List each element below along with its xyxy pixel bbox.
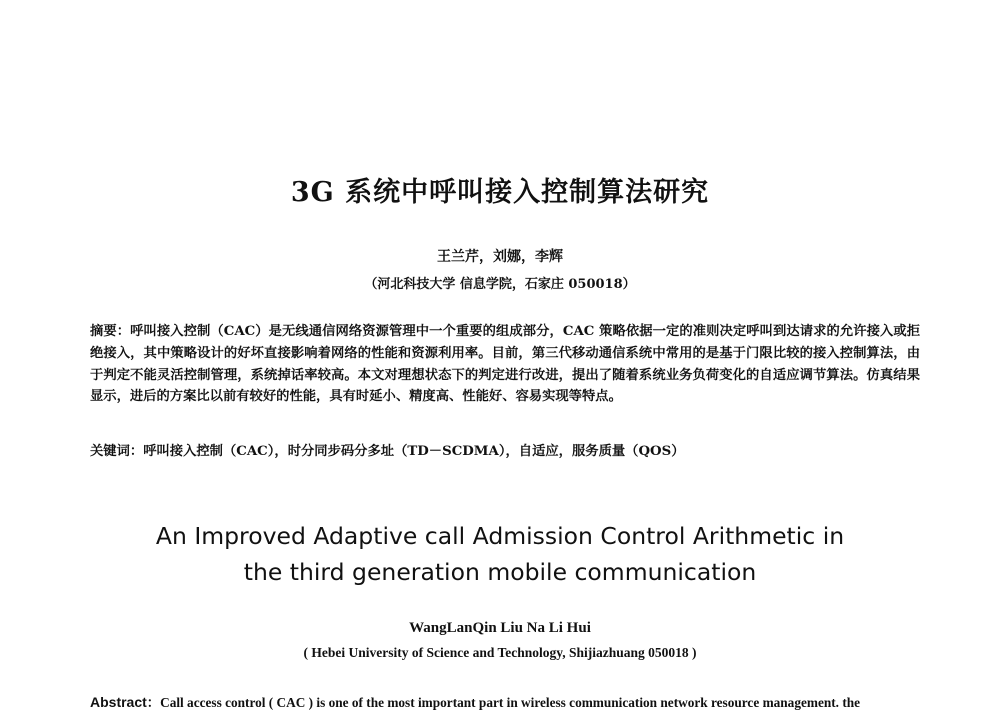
english-title-line-2: the third generation mobile communication (243, 558, 757, 586)
english-title-line-1: An Improved Adaptive call Admission Control Arithmetic in (155, 522, 845, 550)
english-affiliation: ( Hebei University of Science and Technology, Shijiazhuang 050018 ) (303, 645, 697, 660)
chinese-authors: 王兰芹，刘娜，李辉 (437, 249, 563, 265)
chinese-abstract-text: 呼叫接入控制（CAC）是无线通信网络资源管理中一个重要的组成部分，CAC 策略依据一定的准则决定呼叫到达请求的允许接入或拒绝接入，其中策略设计的好坏直接影响着网络的性能和资源利用率。目前，第三代移动通信系统中常用的是基于门限比较的接入控制算法，由于判定不能灵活控制管理，系统掉话率较高。本文对理想状态下的判定进行改进，提出了随着系统业务负荷变化的自适应调节算法。仿真结果显示，进后的方案比以前有较好的性能，具有时延小、精度高、性能好、容易实现等特点。 (90, 324, 921, 405)
english-authors: WangLanQin Liu Na Li Hui (409, 620, 591, 636)
english-abstract-label: Abstract (90, 694, 147, 710)
chinese-keywords (90, 442, 920, 462)
chinese-affiliation: （河北科技大学 信息学院，石家庄 050018） (364, 277, 636, 292)
chinese-title: 3G 系统中呼叫接入控制算法研究 (290, 177, 710, 208)
chinese-keywords-text: 呼叫接入控制（CAC），时分同步码分多址（TD－SCDMA），自适应，服务质量（QOS） (143, 444, 685, 459)
chinese-abstract-label: 摘要： (90, 324, 131, 339)
english-abstract (90, 692, 920, 711)
chinese-keywords-label: 关键词： (90, 444, 144, 459)
english-abstract-text: ：Call access control ( CAC ) is one of the most important part in wireless communication network resource management. the (146, 695, 861, 710)
english-title (0, 518, 1000, 590)
chinese-abstract (90, 321, 920, 408)
